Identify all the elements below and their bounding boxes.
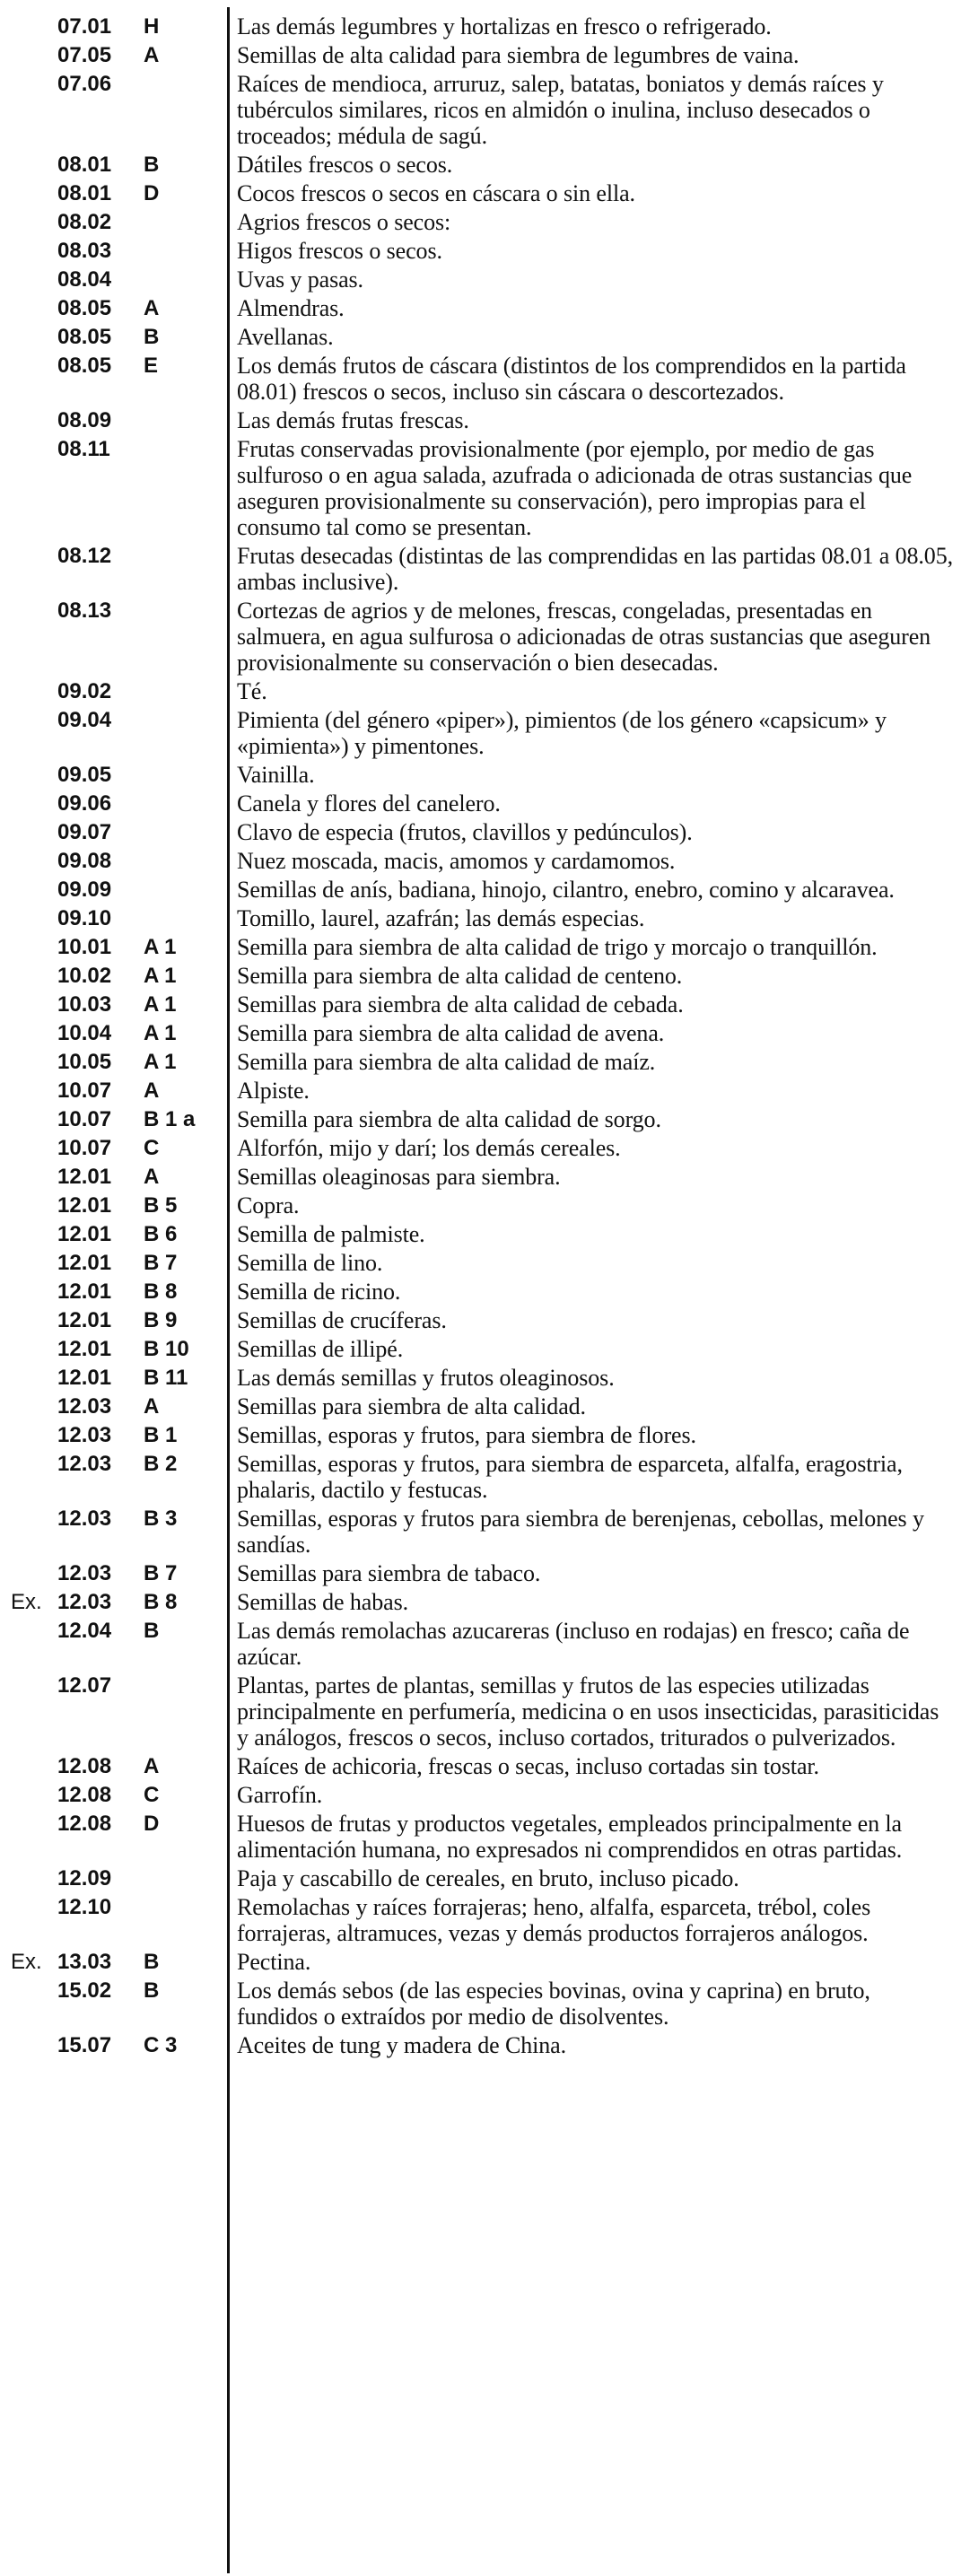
tariff-entry [0,1221,970,1250]
tariff-entry [0,13,970,42]
subheading-suffix: D [144,181,160,205]
product-description: Raíces de mendioca, arruruz, salep, batatas, boniatos y demás raíces y tubérculos similares, ricos en almidón o inulina, incluso desecados o troceados; médula de sagú. [237,71,884,149]
heading-number: 12.03 [57,1590,112,1614]
product-description: Los demás sebos (de las especies bovinas, ovina y caprina) en bruto, fundidos o extraídos por medio de disolventes. [237,1978,870,2030]
product-description: Los demás frutos de cáscara (distintos de los comprendidos en la partida 08.01) frescos o secos, incluso sin cáscara o descortezados. [237,353,906,405]
subheading-suffix: B 9 [144,1308,178,1332]
tariff-entry [0,1250,970,1279]
heading-number: 10.07 [57,1107,112,1131]
heading-number: 07.06 [57,72,112,96]
heading-number: 09.07 [57,820,112,844]
tariff-code [11,180,215,206]
tariff-entry [0,598,970,678]
tariff-code [11,1753,215,1779]
tariff-code [11,934,215,960]
subheading-suffix: B 8 [144,1279,178,1304]
heading-number: 09.10 [57,906,112,930]
tariff-code [11,1589,215,1615]
heading-number: 08.05 [57,354,112,378]
tariff-entry [0,1865,970,1894]
product-description: Semillas de alta calidad para siembra de legumbres de vaina. [237,42,800,68]
tariff-code [11,762,215,788]
heading-number: 08.05 [57,296,112,320]
product-description: Nuez moscada, macis, amomos y cardamomos. [237,848,676,874]
tariff-code [11,1894,215,1920]
tariff-code [11,71,215,97]
tariff-entry [0,1451,970,1506]
product-description: Agrios frescos o secos: [237,209,451,235]
product-description: Vainilla. [237,762,315,788]
tariff-entry [0,1307,970,1336]
heading-number: 08.04 [57,267,112,292]
tariff-code [11,42,215,68]
tariff-code [11,1672,215,1698]
subheading-suffix: C [144,1783,160,1807]
heading-number: 12.03 [57,1423,112,1447]
tariff-entry [0,905,970,934]
subheading-suffix: B [144,153,160,177]
product-description: Semilla para siembra de alta calidad de maíz. [237,1049,656,1075]
tariff-entry [0,1135,970,1164]
heading-number: 08.02 [57,210,112,234]
heading-number: 12.09 [57,1866,112,1891]
tariff-entry [0,1078,970,1106]
subheading-suffix: A 1 [144,964,177,988]
ex-prefix: Ex. [11,1950,42,1974]
heading-number: 08.12 [57,544,112,568]
heading-number: 12.03 [57,1394,112,1419]
tariff-code [11,1078,215,1104]
heading-number: 09.09 [57,878,112,902]
tariff-entry [0,1020,970,1049]
tariff-code [11,209,215,235]
heading-number: 10.07 [57,1136,112,1160]
subheading-suffix: B 7 [144,1251,178,1275]
tariff-code [11,1865,215,1891]
heading-number: 12.01 [57,1337,112,1361]
product-description: Almendras. [237,295,345,321]
tariff-code [11,2032,215,2058]
subheading-suffix: C [144,1136,160,1160]
tariff-code [11,1811,215,1837]
subheading-suffix: A [144,1165,160,1189]
tariff-code [11,436,215,462]
tariff-code [11,1250,215,1276]
product-description: Plantas, partes de plantas, semillas y frutos de las especies utilizadas principalmente en perfumería, medicina o en usos insecticidas, parasiticidas y análogos, frescos o secos, incluso cortados, triturados o pulverizados. [237,1672,939,1751]
product-description: Frutas desecadas (distintas de las comprendidas en las partidas 08.01 a 08.05, ambas inclusive). [237,543,953,595]
tariff-code [11,963,215,989]
tariff-entry [0,1978,970,2032]
tariff-entry [0,324,970,353]
tariff-code [11,790,215,816]
tariff-code [11,1393,215,1419]
tariff-entry-list [0,13,970,2061]
product-description: Canela y flores del canelero. [237,790,501,816]
tariff-entry [0,266,970,295]
subheading-suffix: B 6 [144,1222,178,1246]
heading-number: 12.10 [57,1895,112,1919]
product-description: Avellanas. [237,324,334,350]
tariff-code [11,1336,215,1362]
product-description: Semilla de lino. [237,1250,383,1276]
tariff-code [11,1192,215,1218]
heading-number: 07.05 [57,43,112,67]
tariff-entry [0,152,970,180]
tariff-entry [0,762,970,790]
product-description: Pimienta (del género «piper»), pimientos (de los género «capsicum» y «pimienta») y pimentones. [237,707,887,759]
tariff-code [11,848,215,874]
heading-number: 08.13 [57,598,112,623]
tariff-entry [0,790,970,819]
heading-number: 12.07 [57,1673,112,1698]
subheading-suffix: B 2 [144,1452,178,1476]
product-description: Semilla para siembra de alta calidad de trigo y morcajo o tranquillón. [237,934,878,960]
product-description: Semillas de illipé. [237,1336,404,1362]
tariff-entry [0,848,970,877]
tariff-entry [0,1192,970,1221]
product-description: Semillas de crucíferas. [237,1307,447,1333]
subheading-suffix: B [144,1619,160,1643]
heading-number: 10.01 [57,935,112,959]
tariff-code [11,1451,215,1477]
heading-number: 12.08 [57,1754,112,1778]
heading-number: 12.01 [57,1308,112,1332]
heading-number: 12.03 [57,1452,112,1476]
subheading-suffix: B [144,1978,160,2003]
tariff-entry [0,71,970,152]
product-description: Semillas para siembra de alta calidad de cebada. [237,991,684,1017]
subheading-suffix: B 3 [144,1506,178,1531]
product-description: Semillas, esporas y frutos, para siembra de esparceta, alfalfa, eragostria, phalaris, dactilo y festucas. [237,1451,903,1503]
tariff-code [11,1307,215,1333]
product-description: Semilla para siembra de alta calidad de centeno. [237,963,683,989]
heading-number: 08.01 [57,181,112,205]
tariff-entry [0,1506,970,1560]
tariff-code [11,152,215,178]
heading-number: 09.06 [57,791,112,816]
product-description: Clavo de especia (frutos, clavillos y pedúnculos). [237,819,693,845]
tariff-entry [0,1336,970,1365]
product-description: Las demás frutas frescas. [237,407,469,433]
tariff-code [11,1365,215,1391]
product-description: Té. [237,678,267,704]
heading-number: 10.02 [57,964,112,988]
subheading-suffix: A [144,1754,160,1778]
tariff-entry [0,1422,970,1451]
tariff-entry [0,2032,970,2061]
subheading-suffix: B [144,1950,160,1974]
tariff-code [11,1560,215,1586]
subheading-suffix: H [144,14,160,39]
tariff-entry [0,1949,970,1978]
tariff-code [11,877,215,903]
subheading-suffix: B 11 [144,1366,188,1390]
heading-number: 12.04 [57,1619,112,1643]
tariff-code [11,1164,215,1190]
tariff-code [11,407,215,433]
tariff-code [11,598,215,624]
tariff-entry [0,1618,970,1672]
subheading-suffix: B 1 [144,1423,178,1447]
product-description: Paja y cascabillo de cereales, en bruto, incluso picado. [237,1865,739,1891]
heading-number: 10.07 [57,1078,112,1103]
subheading-suffix: B 8 [144,1590,178,1614]
product-description: Garrofín. [237,1782,323,1808]
heading-number: 12.03 [57,1506,112,1531]
product-description: Higos frescos o secos. [237,238,442,264]
subheading-suffix: D [144,1812,160,1836]
product-description: Copra. [237,1192,300,1218]
heading-number: 09.02 [57,679,112,703]
subheading-suffix: A 1 [144,935,177,959]
heading-number: 10.03 [57,992,112,1017]
tariff-entry [0,407,970,436]
product-description: Raíces de achicoria, frescas o secas, incluso cortadas sin tostar. [237,1753,819,1779]
tariff-entry [0,353,970,407]
heading-number: 09.05 [57,763,112,787]
tariff-code [11,1978,215,2004]
tariff-entry [0,819,970,848]
subheading-suffix: A 1 [144,992,177,1017]
product-description: Semillas, esporas y frutos para siembra de berenjenas, cebollas, melones y sandías. [237,1506,924,1558]
tariff-entry [0,209,970,238]
tariff-code [11,353,215,379]
product-description: Las demás remolachas azucareras (incluso en rodajas) en fresco; caña de azúcar. [237,1618,910,1670]
product-description: Semilla de palmiste. [237,1221,425,1247]
heading-number: 15.07 [57,2033,112,2057]
heading-number: 08.01 [57,153,112,177]
product-description: Frutas conservadas provisionalmente (por ejemplo, por medio de gas sulfuroso o en agua salada, azufrada o adicionada de otras sustancias que aseguren provisionalmente su conservación), pero impropias para el consumo tal como se presentan. [237,436,913,540]
tariff-code [11,324,215,350]
product-description: Las demás legumbres y hortalizas en fresco o refrigerado. [237,13,772,39]
heading-number: 15.02 [57,1978,112,2003]
tariff-code [11,991,215,1017]
tariff-code [11,819,215,845]
product-description: Uvas y pasas. [237,266,363,293]
subheading-suffix: E [144,354,159,378]
heading-number: 10.04 [57,1021,112,1045]
tariff-code [11,1221,215,1247]
tariff-entry [0,1560,970,1589]
heading-number: 12.01 [57,1279,112,1304]
tariff-code [11,1618,215,1644]
tariff-code [11,1422,215,1448]
heading-number: 12.08 [57,1812,112,1836]
heading-number: 09.04 [57,708,112,732]
heading-number: 12.01 [57,1193,112,1218]
tariff-entry [0,436,970,543]
subheading-suffix: A 1 [144,1021,177,1045]
product-description: Semillas de habas. [237,1589,408,1615]
heading-number: 12.01 [57,1222,112,1246]
tariff-entry [0,1049,970,1078]
product-description: Las demás semillas y frutos oleaginosos. [237,1365,615,1391]
subheading-suffix: A [144,43,160,67]
product-description: Aceites de tung y madera de China. [237,2032,566,2058]
tariff-entry [0,295,970,324]
heading-number: 10.05 [57,1050,112,1074]
product-description: Cortezas de agrios y de melones, frescas, congeladas, presentadas en salmuera, en agua sulfurosa o adicionadas de otras sustancias que aseguren provisionalmente su conservación o bien desecadas. [237,598,931,676]
tariff-entry [0,991,970,1020]
subheading-suffix: A 1 [144,1050,177,1074]
product-description: Semillas de anís, badiana, hinojo, cilantro, enebro, comino y alcaravea. [237,877,895,903]
product-description: Semillas, esporas y frutos, para siembra de flores. [237,1422,696,1448]
subheading-suffix: A [144,1078,160,1103]
heading-number: 07.01 [57,14,112,39]
product-description: Tomillo, laurel, azafrán; las demás especias. [237,905,645,931]
tariff-code [11,1135,215,1161]
tariff-entry [0,877,970,905]
tariff-entry [0,707,970,762]
tariff-code [11,1949,215,1975]
product-description: Semilla de ricino. [237,1279,401,1305]
tariff-entry [0,934,970,963]
subheading-suffix: B 7 [144,1561,178,1585]
product-description: Pectina. [237,1949,311,1975]
tariff-code [11,13,215,39]
tariff-entry [0,1589,970,1618]
tariff-entry [0,1782,970,1811]
heading-number: 12.01 [57,1251,112,1275]
tariff-entry [0,238,970,266]
subheading-suffix: B 1 a [144,1107,196,1131]
product-description: Alpiste. [237,1078,310,1104]
tariff-code [11,238,215,264]
tariff-code [11,1020,215,1046]
tariff-entry [0,1365,970,1393]
product-description: Semilla para siembra de alta calidad de avena. [237,1020,665,1046]
product-description: Cocos frescos o secos en cáscara o sin ella. [237,180,635,206]
ex-prefix: Ex. [11,1590,42,1614]
tariff-code [11,1506,215,1532]
tariff-code [11,266,215,293]
tariff-entry [0,543,970,598]
tariff-code [11,905,215,931]
tariff-code [11,1782,215,1808]
tariff-code [11,707,215,733]
tariff-entry [0,1279,970,1307]
tariff-entry [0,1393,970,1422]
tariff-entry [0,678,970,707]
product-description: Semillas para siembra de alta calidad. [237,1393,586,1419]
tariff-code [11,543,215,569]
tariff-entry [0,42,970,71]
product-description: Dátiles frescos o secos. [237,152,453,178]
tariff-entry [0,1672,970,1753]
product-description: Remolachas y raíces forrajeras; heno, alfalfa, esparceta, trébol, coles forrajeras, altramuces, vezas y demás productos forrajeros análogos. [237,1894,871,1946]
tariff-code [11,678,215,704]
heading-number: 08.11 [57,437,110,461]
subheading-suffix: C 3 [144,2033,178,2057]
heading-number: 08.05 [57,325,112,349]
product-description: Semillas para siembra de tabaco. [237,1560,541,1586]
tariff-entry [0,1753,970,1782]
tariff-entry [0,180,970,209]
heading-number: 12.01 [57,1366,112,1390]
tariff-entry [0,963,970,991]
tariff-entry [0,1811,970,1865]
tariff-code [11,295,215,321]
heading-number: 12.01 [57,1165,112,1189]
heading-number: 08.03 [57,239,112,263]
heading-number: 13.03 [57,1950,112,1974]
tariff-code [11,1049,215,1075]
product-description: Alforfón, mijo y darí; los demás cereales. [237,1135,621,1161]
product-description: Semillas oleaginosas para siembra. [237,1164,561,1190]
subheading-suffix: B [144,325,160,349]
heading-number: 12.08 [57,1783,112,1807]
tariff-entry [0,1106,970,1135]
heading-number: 09.08 [57,849,112,873]
subheading-suffix: A [144,1394,160,1419]
tariff-code [11,1106,215,1132]
subheading-suffix: B 5 [144,1193,178,1218]
tariff-entry [0,1894,970,1949]
subheading-suffix: B 10 [144,1337,189,1361]
tariff-code [11,1279,215,1305]
tariff-entry [0,1164,970,1192]
product-description: Semilla para siembra de alta calidad de sorgo. [237,1106,661,1132]
subheading-suffix: A [144,296,160,320]
heading-number: 12.03 [57,1561,112,1585]
heading-number: 08.09 [57,408,112,432]
product-description: Huesos de frutas y productos vegetales, empleados principalmente en la alimentación humana, no expresados ni comprendidos en otras partidas. [237,1811,903,1863]
